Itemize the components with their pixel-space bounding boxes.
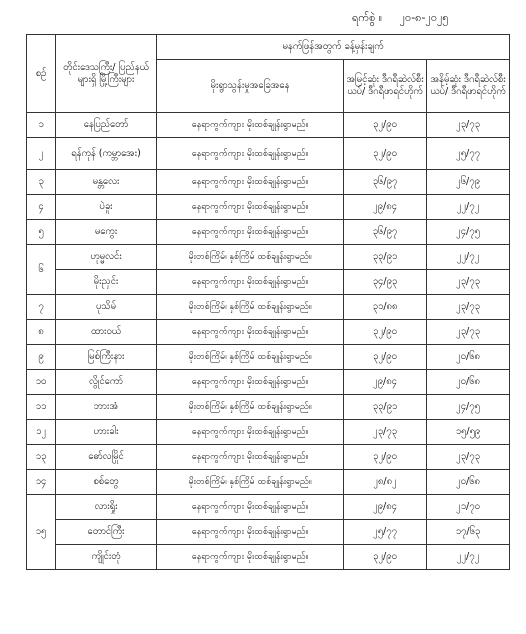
rain-condition: မိုးတစ်ကြိမ်၊ နှစ်ကြိမ် ထစ်ချုန်းရွာမည်။ bbox=[157, 245, 344, 270]
city-name: မကွေး bbox=[56, 220, 157, 245]
high-temp: ၃၂/၉၀ bbox=[344, 545, 427, 570]
high-temp: ၂၉/၈၄ bbox=[344, 495, 427, 520]
low-temp: ၂၂/၇၂ bbox=[427, 195, 510, 220]
col-region-header: တိုင်းဒေသကြီး/ ပြည်နယ်များရှိ မြို့ကြီးများ bbox=[56, 35, 157, 113]
row-no: ၁၂ bbox=[27, 420, 56, 445]
row-no: ၅ bbox=[27, 220, 56, 245]
table-row bbox=[27, 545, 510, 570]
row-no: ၁ bbox=[27, 113, 56, 138]
high-temp: ၃၁/၈၈ bbox=[344, 295, 427, 320]
table-row bbox=[27, 270, 510, 295]
low-temp: ၂၀/၆၈ bbox=[427, 345, 510, 370]
rain-condition: မိုးတစ်ကြိမ်၊ နှစ်ကြိမ် ထစ်ချုန်းရွာမည်။ bbox=[157, 345, 344, 370]
row-no: ၇ bbox=[27, 295, 56, 320]
row-no: ၁၃ bbox=[27, 445, 56, 470]
col-condition-header: မိုးရွာသွန်းမှုအခြေအနေ bbox=[157, 60, 344, 113]
low-temp: ၂၁/၇၀ bbox=[427, 495, 510, 520]
table-row bbox=[27, 245, 510, 270]
high-temp: ၃၃/၉၁ bbox=[344, 245, 427, 270]
rain-condition: နေရာကွက်ကျား မိုးထစ်ချုန်းရွာမည်။ bbox=[157, 420, 344, 445]
low-temp: ၂၃/၇၃ bbox=[427, 113, 510, 138]
high-temp: ၃၆/၉၇ bbox=[344, 220, 427, 245]
row-no: ၁၄ bbox=[27, 470, 56, 495]
city-name: စစ်တွေ bbox=[56, 470, 157, 495]
low-temp: ၂၃/၇၃ bbox=[427, 445, 510, 470]
high-temp: ၃၂/၉၀ bbox=[344, 138, 427, 170]
high-temp: ၂၃/၇၃ bbox=[344, 420, 427, 445]
row-no: ၁၅ bbox=[27, 495, 56, 570]
table-row bbox=[27, 295, 510, 320]
rain-condition: နေရာကွက်ကျား မိုးထစ်ချုန်းရွာမည်။ bbox=[157, 320, 344, 345]
city-name: ဟားခါး bbox=[56, 420, 157, 445]
rain-condition: နေရာကွက်ကျား မိုးထစ်ချုန်းရွာမည်။ bbox=[157, 495, 344, 520]
row-no: ၄ bbox=[27, 195, 56, 220]
high-temp: ၂၉/၈၄ bbox=[344, 370, 427, 395]
rain-condition: နေရာကွက်ကျား မိုးထစ်ချုန်းရွာမည်။ bbox=[157, 138, 344, 170]
high-temp: ၂၅/၇၇ bbox=[344, 520, 427, 545]
low-temp: ၂၀/၆၈ bbox=[427, 370, 510, 395]
weather-forecast-table bbox=[26, 34, 510, 570]
high-temp: ၃၆/၉၇ bbox=[344, 170, 427, 195]
low-temp: ၂၄/၇၅ bbox=[427, 220, 510, 245]
low-temp: ၂၆/၇၉ bbox=[427, 170, 510, 195]
forecast-group-header: မနက်ဖြန်အတွက် ခန့်မှန်းချက် bbox=[157, 35, 510, 60]
table-header-row bbox=[27, 35, 510, 60]
high-temp: ၃၂/၉၀ bbox=[344, 445, 427, 470]
low-temp: ၂၄/၇၅ bbox=[427, 395, 510, 420]
table-row bbox=[27, 420, 510, 445]
table-row bbox=[27, 395, 510, 420]
rain-condition: နေရာကွက်ကျား မိုးထစ်ချုန်းရွာမည်။ bbox=[157, 445, 344, 470]
high-temp: ၃၄/၉၃ bbox=[344, 270, 427, 295]
rain-condition: နေရာကွက်ကျား မိုးထစ်ချုန်းရွာမည်။ bbox=[157, 545, 344, 570]
city-name: နေပြည်တော် bbox=[56, 113, 157, 138]
low-temp: ၁၅/၅၉ bbox=[427, 420, 510, 445]
table-row bbox=[27, 220, 510, 245]
table-row bbox=[27, 370, 510, 395]
high-temp: ၂၈/၈၂ bbox=[344, 470, 427, 495]
city-name: တောင်ကြီး bbox=[56, 520, 157, 545]
table-row bbox=[27, 138, 510, 170]
row-no: ၆ bbox=[27, 245, 56, 295]
row-no: ၃ bbox=[27, 170, 56, 195]
table-row bbox=[27, 170, 510, 195]
rain-condition: နေရာကွက်ကျား မိုးထစ်ချုန်းရွာမည်။ bbox=[157, 370, 344, 395]
high-temp: ၃၂/၉၀ bbox=[344, 345, 427, 370]
low-temp: ၂၅/၇၇ bbox=[427, 138, 510, 170]
city-name: လွိုင်ကော် bbox=[56, 370, 157, 395]
city-name: မိုးညှင်း bbox=[56, 270, 157, 295]
low-temp: ၂၃/၇၃ bbox=[427, 270, 510, 295]
table-row bbox=[27, 113, 510, 138]
low-temp: ၂၂/၇၂ bbox=[427, 245, 510, 270]
date-line bbox=[352, 11, 512, 27]
low-temp: ၂၂/၇၂ bbox=[427, 545, 510, 570]
rain-condition: မိုးတစ်ကြိမ်၊ နှစ်ကြိမ် ထစ်ချုန်းရွာမည်။ bbox=[157, 395, 344, 420]
low-temp: ၂၀/၆၈ bbox=[427, 470, 510, 495]
row-no: ၂ bbox=[27, 138, 56, 170]
city-name: ပဲခူး bbox=[56, 195, 157, 220]
high-temp: ၃၂/၉၀ bbox=[344, 113, 427, 138]
table-row bbox=[27, 195, 510, 220]
city-name: ထားဝယ် bbox=[56, 320, 157, 345]
rain-condition: နေရာကွက်ကျား မိုးထစ်ချုန်းရွာမည်။ bbox=[157, 220, 344, 245]
row-no: ၁၀ bbox=[27, 370, 56, 395]
rain-condition: နေရာကွက်ကျား မိုးထစ်ချုန်းရွာမည်။ bbox=[157, 270, 344, 295]
rain-condition: မိုးတစ်ကြိမ်၊ နှစ်ကြိမ် ထစ်ချုန်းရွာမည်။ bbox=[157, 295, 344, 320]
date-label: ရက်စွဲ ။ bbox=[352, 11, 383, 24]
table-row bbox=[27, 495, 510, 520]
table-row bbox=[27, 520, 510, 545]
col-low-header: အနိမ့်ဆုံး ဒီဂရီဆဲလ်စီးယပ်/ ဒီဂရီဖာရင်ဟိုက် bbox=[427, 60, 510, 113]
rain-condition: နေရာကွက်ကျား မိုးထစ်ချုန်းရွာမည်။ bbox=[157, 195, 344, 220]
city-name: ပုသိမ် bbox=[56, 295, 157, 320]
city-name: ရန်ကုန် (ကမ္ဘာအေး) bbox=[56, 138, 157, 170]
col-high-header: အမြင့်ဆုံး ဒီဂရီဆဲလ်စီးယပ်/ ဒီဂရီဖာရင်ဟိုက် bbox=[344, 60, 427, 113]
low-temp: ၂၃/၇၃ bbox=[427, 295, 510, 320]
low-temp: ၁၇/၆၃ bbox=[427, 520, 510, 545]
city-name: ဟုမ္မလင်း bbox=[56, 245, 157, 270]
city-name: မန္တလေး bbox=[56, 170, 157, 195]
city-name: မြစ်ကြီးနား bbox=[56, 345, 157, 370]
rain-condition: နေရာကွက်ကျား မိုးထစ်ချုန်းရွာမည်။ bbox=[157, 520, 344, 545]
high-temp: ၃၃/၉၁ bbox=[344, 395, 427, 420]
rain-condition: နေရာကွက်ကျား မိုးထစ်ချုန်းရွာမည်။ bbox=[157, 170, 344, 195]
high-temp: ၂၉/၈၄ bbox=[344, 195, 427, 220]
rain-condition: မိုးတစ်ကြိမ်၊ နှစ်ကြိမ် ထစ်ချုန်းရွာမည်။ bbox=[157, 470, 344, 495]
table-row bbox=[27, 470, 510, 495]
table-row bbox=[27, 445, 510, 470]
city-name: ကျိုင်းတုံ bbox=[56, 545, 157, 570]
rain-condition: နေရာကွက်ကျား မိုးထစ်ချုန်းရွာမည်။ bbox=[157, 113, 344, 138]
table-row bbox=[27, 345, 510, 370]
date-value: ၂၀-၈-၂၀၂၅ bbox=[399, 11, 449, 24]
city-name: ဘားအံ bbox=[56, 395, 157, 420]
city-name: လားရှိုး bbox=[56, 495, 157, 520]
city-name: ဓော်လမြိုင် bbox=[56, 445, 157, 470]
row-no: ၁၁ bbox=[27, 395, 56, 420]
high-temp: ၃၂/၉၀ bbox=[344, 320, 427, 345]
row-no: ၈ bbox=[27, 320, 56, 345]
col-no-header: စဉ် bbox=[27, 35, 56, 113]
row-no: ၉ bbox=[27, 345, 56, 370]
table-row bbox=[27, 320, 510, 345]
low-temp: ၂၃/၇၃ bbox=[427, 320, 510, 345]
